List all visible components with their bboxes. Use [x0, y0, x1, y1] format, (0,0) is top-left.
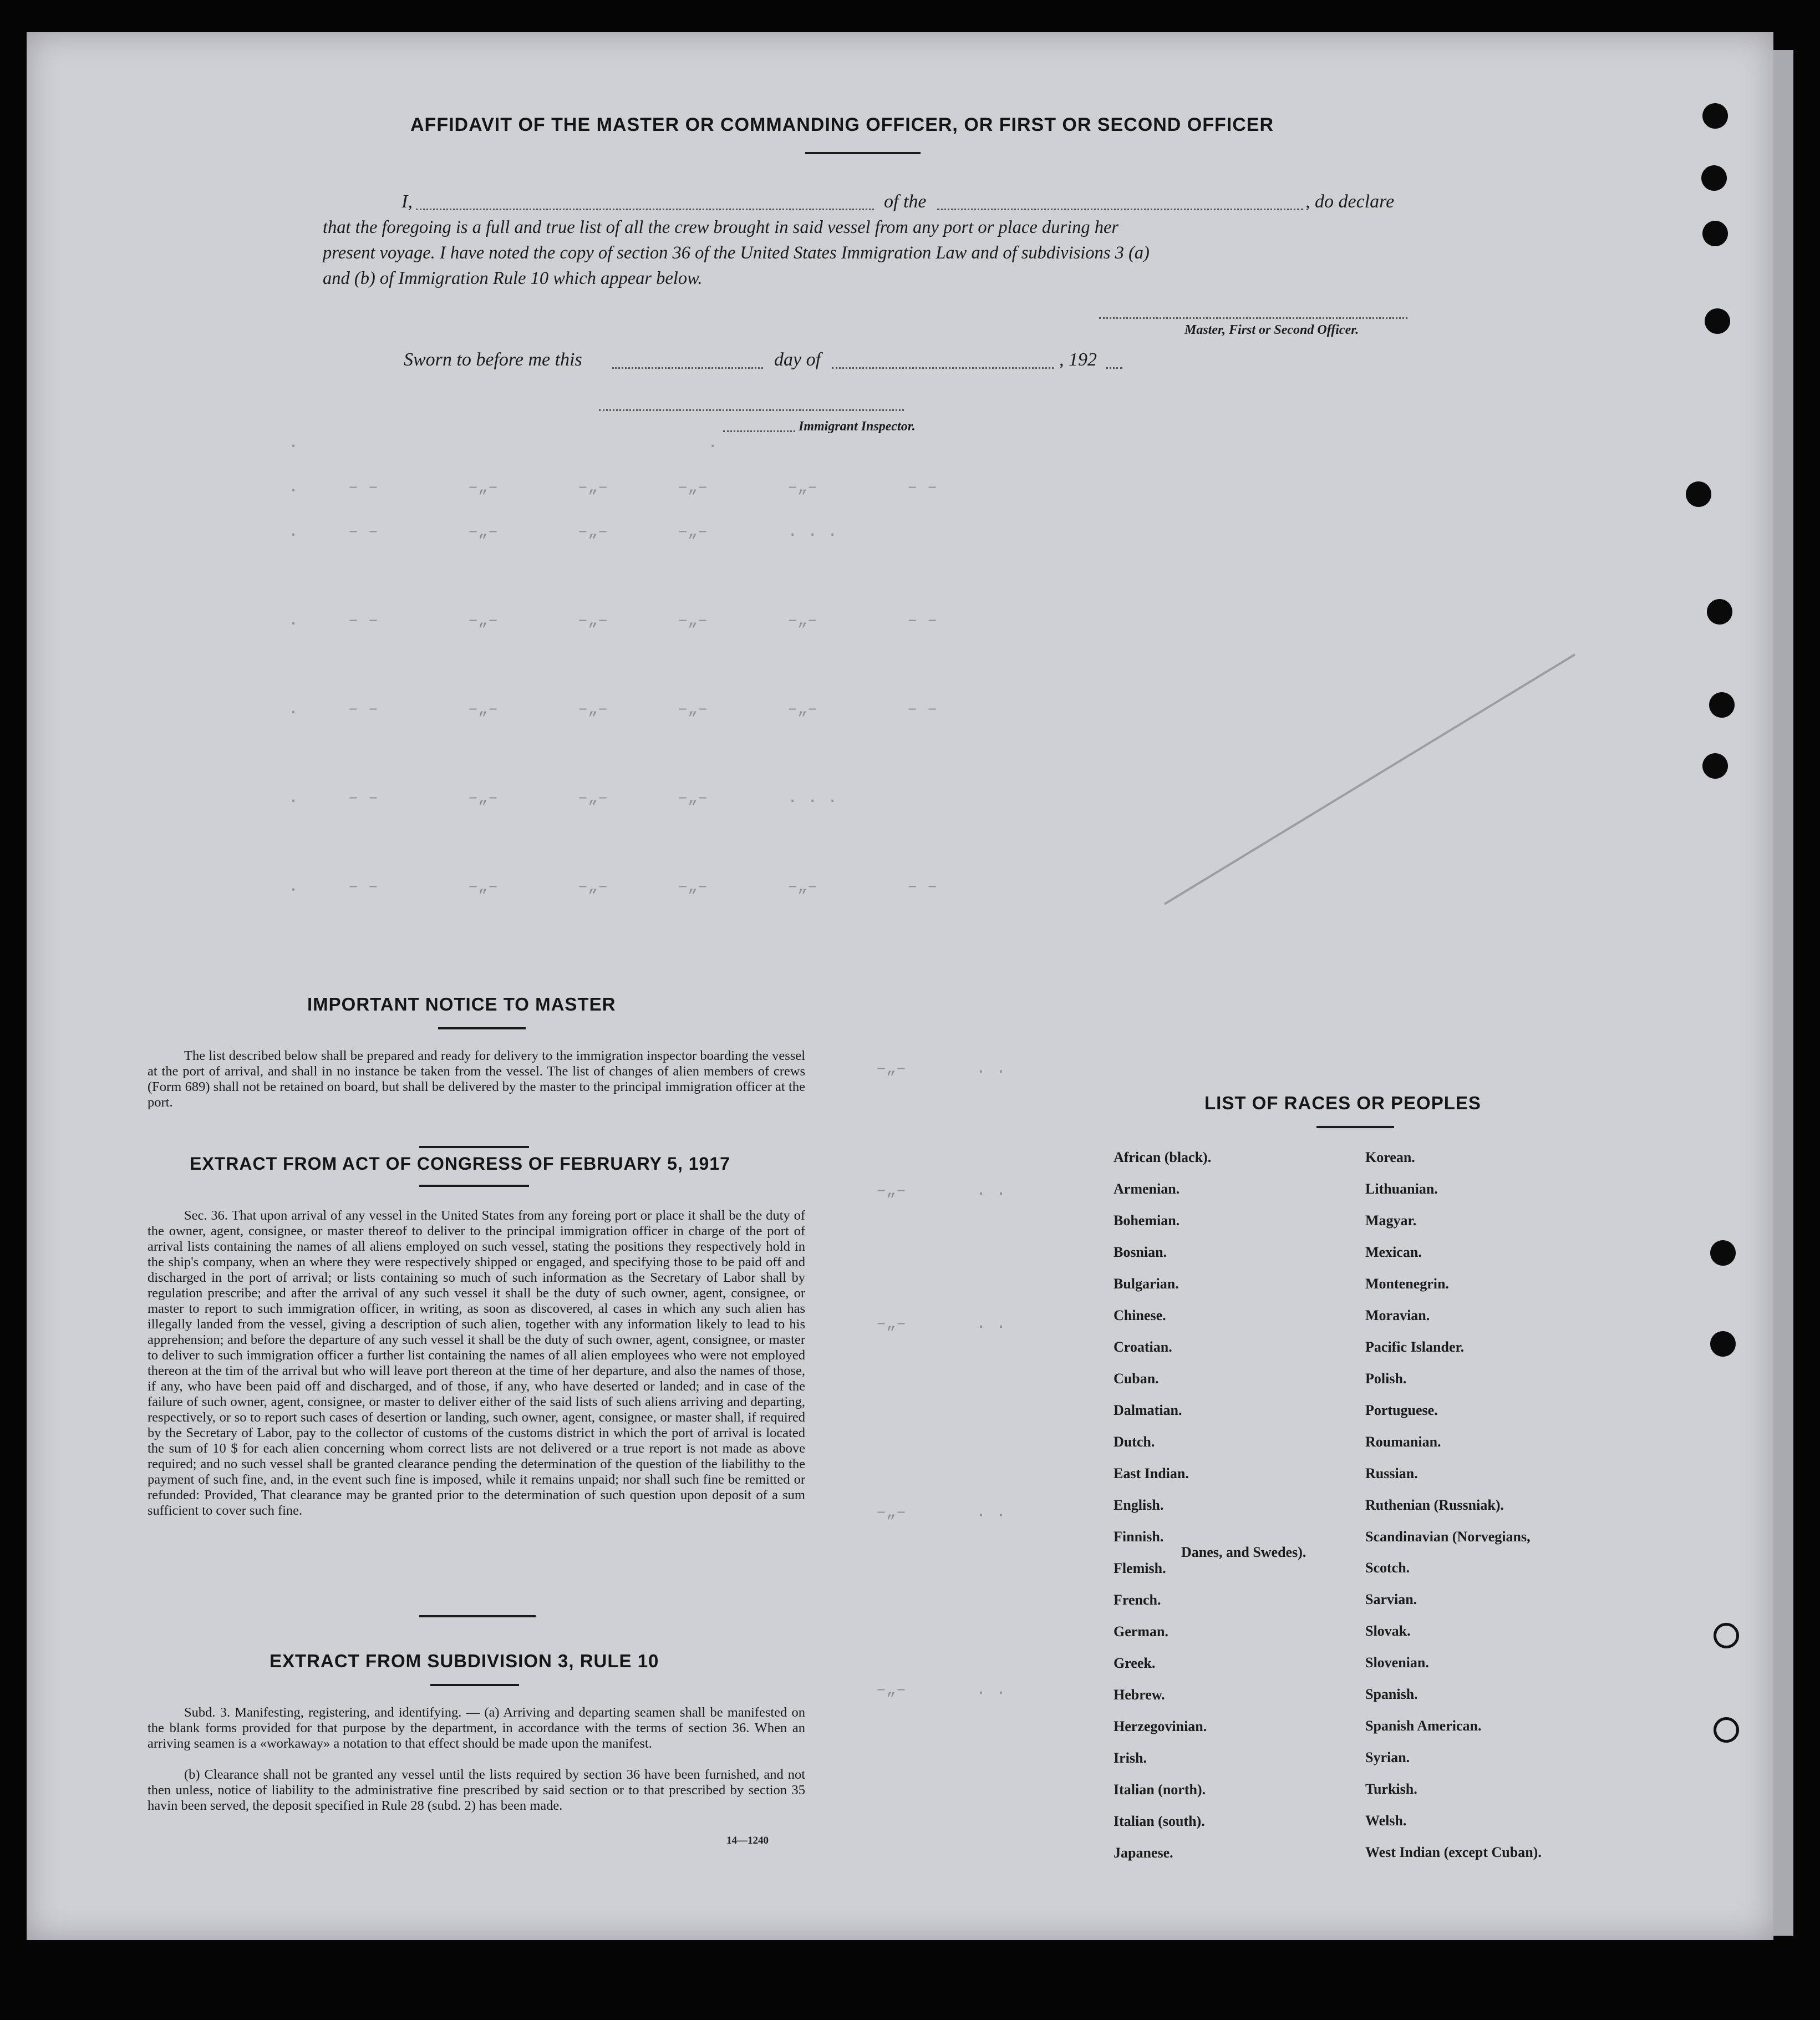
race-item: Croatian.	[1114, 1339, 1172, 1355]
race-item: Korean.	[1365, 1149, 1415, 1165]
race-item: Armenian.	[1114, 1181, 1180, 1197]
race-item: Irish.	[1114, 1750, 1147, 1766]
race-item: African (black).	[1114, 1149, 1212, 1165]
race-item: Bohemian.	[1114, 1212, 1180, 1229]
race-item: Welsh.	[1365, 1813, 1407, 1829]
race-item: West Indian (except Cuban).	[1365, 1844, 1542, 1860]
sworn-day-blank	[612, 367, 763, 369]
race-item: Hebrew.	[1114, 1687, 1165, 1703]
race-item: Greek.	[1114, 1655, 1156, 1671]
binder-hole	[1710, 1240, 1736, 1266]
notice-underline	[438, 1027, 526, 1029]
race-item: Cuban.	[1114, 1371, 1159, 1387]
binder-hole	[1707, 599, 1732, 625]
officer-name-blank	[416, 209, 874, 210]
diagonal-stroke	[1153, 638, 1597, 915]
inspector-signature-blank	[599, 409, 904, 411]
races-title: LIST OF RACES OR PEOPLES	[1204, 1093, 1481, 1113]
bleed-through-marks: . – – –„– –„– –„– . . .	[288, 789, 838, 808]
bleed-through-marks: . – – –„– –„– –„– –„– – –	[288, 877, 938, 896]
race-item: East Indian.	[1114, 1465, 1189, 1481]
rule-underline	[430, 1684, 519, 1686]
binder-hole	[1714, 1717, 1739, 1743]
race-item: Portuguese.	[1365, 1402, 1438, 1418]
race-item: Bosnian.	[1114, 1244, 1167, 1260]
race-item: Pacific Islander.	[1365, 1339, 1465, 1355]
bleed-through-marks: . – – –„– –„– –„– –„– – –	[288, 611, 938, 630]
sworn-before-label: Sworn to before me this	[404, 349, 582, 370]
race-item: Moravian.	[1365, 1307, 1430, 1323]
binder-hole	[1702, 753, 1728, 779]
race-item: Sarvian.	[1365, 1591, 1417, 1607]
race-item: Scandinavian (Norvegians,	[1365, 1529, 1531, 1545]
affidavit-do-declare: , do declare	[1305, 191, 1395, 212]
race-item: Roumanian.	[1365, 1434, 1441, 1450]
bleed-through-marks: –„– . .	[876, 1059, 1006, 1078]
affidavit-title: AFFIDAVIT OF THE MASTER OR COMMANDING OFFICER, OR FIRST OR SECOND OFFICER	[410, 114, 1274, 135]
race-item: Dalmatian.	[1114, 1402, 1182, 1418]
affidavit-of-the-label: of the	[884, 191, 927, 212]
signature-blank	[1099, 317, 1407, 319]
act-top-rule	[419, 1146, 529, 1148]
act-title: EXTRACT FROM ACT OF CONGRESS OF FEBRUARY 5, 1917	[190, 1154, 730, 1174]
binder-hole	[1714, 1623, 1739, 1648]
affidavit-line-4: and (b) of Immigration Rule 10 which appear below.	[323, 268, 703, 288]
race-item: Italian (north).	[1114, 1782, 1206, 1798]
bleed-through-marks: . – – –„– –„– –„– –„– – –	[288, 478, 938, 497]
notice-title: IMPORTANT NOTICE TO MASTER	[307, 994, 616, 1014]
affidavit-line-2: that the foregoing is a full and true list of all the crew brought in said vessel from any port or place during her	[323, 217, 1119, 237]
bleed-through-marks: –„– . .	[876, 1681, 1006, 1699]
act-text: Sec. 36. That upon arrival of any vessel in the United States from any foreing port or place it shall be the duty of the owner, agent, consignee, or master thereof to deliver to the principal immigration officer in charge of the port of arrival lists containing the names of all aliens employed on such vessel, stating the positions they respectively hold in the ship's company, when an where they were respectively shipped or engaged, and specifying those to be paid off and discharged in the port of arrival; or lists containing so much of such information as the Secretary of Labor shall by regulation prescribe; and after the arrival of any such vessel it shall be the duty of such owner, agent, consignee, or master to report to such immigration officer, in writing, as soon as discovered, al cases in which any such alien has illegally landed from the vessel, giving a description of such alien, together with any information likely to lead to his apprehension; and before the departure of any such vessel it shall be the duty of such owner, agent, consignee, or master to deliver to such immigration officer a further list containing the names of all alien employees who were not employed thereon at the tim of the arrival but who will leave port thereon at the time of her departure, and also the names of those, if any, who have been paid off and discharged, and of those, if any, who have deserted or landed; and in case of the failure of such owner, agent, consignee, or master to deliver either of the said lists of such aliens arriving and departing, respectively, or so to report such cases of desertion or landing, such owner, agent, consignee, or master shall, if required by the Secretary of Labor, pay to the collector of customs of the customs district in which the port of arrival is located the sum of 10 $ for each alien concerning whom correct lists are not delivered or a true report is not made as above required; and no such vessel shall be granted clearance pending the determination of the question of the liabilithy to the payment of such fine, and, in the event such fine is imposed, while it remains unpaid; nor shall such fine be remitted or refunded: Provided, That clearance may be granted prior to the determination of such question upon deposit of a sum sufficient to cover such fine.	[148, 1208, 805, 1518]
vessel-name-blank	[937, 209, 1303, 210]
race-item: Syrian.	[1365, 1749, 1410, 1765]
bleed-through-marks: –„– . .	[876, 1181, 1006, 1200]
binder-hole	[1709, 692, 1735, 718]
race-item: Scotch.	[1365, 1560, 1410, 1576]
binder-hole	[1702, 103, 1728, 129]
race-item: Mexican.	[1365, 1244, 1422, 1260]
race-item: Japanese.	[1114, 1845, 1173, 1861]
bleed-through-marks: –„– . .	[876, 1314, 1006, 1333]
race-item: Slovenian.	[1365, 1654, 1429, 1671]
signature-label: Master, First or Second Officer.	[1184, 323, 1359, 337]
race-item: Russian.	[1365, 1465, 1418, 1481]
race-item: Ruthenian (Russniak).	[1365, 1497, 1504, 1513]
race-item: Finnish.	[1114, 1529, 1164, 1545]
race-item: Magyar.	[1365, 1212, 1417, 1229]
race-item: Chinese.	[1114, 1307, 1166, 1323]
page-edge	[1773, 50, 1793, 1936]
race-item: Montenegrin.	[1365, 1276, 1449, 1292]
race-item: Italian (south).	[1114, 1813, 1205, 1829]
rule-title: EXTRACT FROM SUBDIVISION 3, RULE 10	[270, 1651, 659, 1671]
race-item: German.	[1114, 1623, 1168, 1640]
race-item: French.	[1114, 1592, 1161, 1608]
race-item: Herzegovinian.	[1114, 1718, 1207, 1734]
rule-text-a: Subd. 3. Manifesting, registering, and identifying. — (a) Arriving and departing seamen shall be manifested on the blank forms provided for that purpose by the department, in accordance with the terms of section 36. When an arriving seamen is a «workaway» a notation to that effect should be made upon the manifest.	[148, 1705, 805, 1751]
year-label: , 192	[1059, 349, 1097, 370]
year-blank	[1106, 367, 1122, 369]
race-item: Bulgarian.	[1114, 1276, 1179, 1292]
rule-text-b: (b) Clearance shall not be granted any vessel until the lists required by section 36 have been furnished, and not then unless, notice of liability to the administrative fine prescribed by said section or to that prescribed by section 35 havin been served, the deposit specified in Rule 28 (subd. 2) has been made.	[148, 1767, 805, 1813]
binder-hole	[1705, 308, 1730, 334]
race-item: Spanish American.	[1365, 1718, 1482, 1734]
act-bottom-rule	[419, 1615, 536, 1617]
race-item: Lithuanian.	[1365, 1181, 1438, 1197]
title-underline	[805, 152, 921, 154]
binder-hole	[1701, 165, 1727, 191]
affidavit-line-3: present voyage. I have noted the copy of section 36 of the United States Immigration Law and of subdivisions 3 (a)	[323, 243, 1150, 263]
inspector-label: Immigrant Inspector.	[799, 419, 916, 434]
affidavit-i-label: I,	[401, 191, 413, 212]
races-underline	[1316, 1126, 1394, 1128]
day-of-label: day of	[774, 349, 821, 370]
bleed-through-marks: . – – –„– –„– –„– –„– – –	[288, 700, 938, 719]
race-item: Slovak.	[1365, 1623, 1411, 1639]
bleed-through-marks: –„– . .	[876, 1503, 1006, 1522]
race-item: English.	[1114, 1497, 1164, 1513]
act-underline	[419, 1185, 529, 1187]
race-item: Dutch.	[1114, 1434, 1155, 1450]
notice-text: The list described below shall be prepared and ready for delivery to the immigration inspector boarding the vessel at the port of arrival, and shall in no instance be taken from the vessel. The list of changes of alien members of crews (Form 689) shall not be retained on board, but shall be delivered by the master to the principal immigration officer at the port.	[148, 1048, 805, 1110]
race-item: Spanish.	[1365, 1686, 1418, 1702]
race-item: Polish.	[1365, 1371, 1407, 1387]
binder-hole	[1710, 1331, 1736, 1357]
race-item: Danes, and Swedes).	[1181, 1544, 1306, 1560]
race-item: Turkish.	[1365, 1781, 1417, 1797]
binder-hole	[1686, 481, 1711, 507]
binder-hole	[1702, 221, 1728, 246]
race-item: Flemish.	[1114, 1560, 1166, 1576]
bleed-through-marks: . .	[288, 434, 718, 453]
form-number: 14—1240	[726, 1835, 769, 1846]
bleed-through-marks: . – – –„– –„– –„– . . .	[288, 522, 838, 541]
inspector-label-leader	[723, 430, 795, 432]
sworn-month-blank	[832, 367, 1054, 369]
